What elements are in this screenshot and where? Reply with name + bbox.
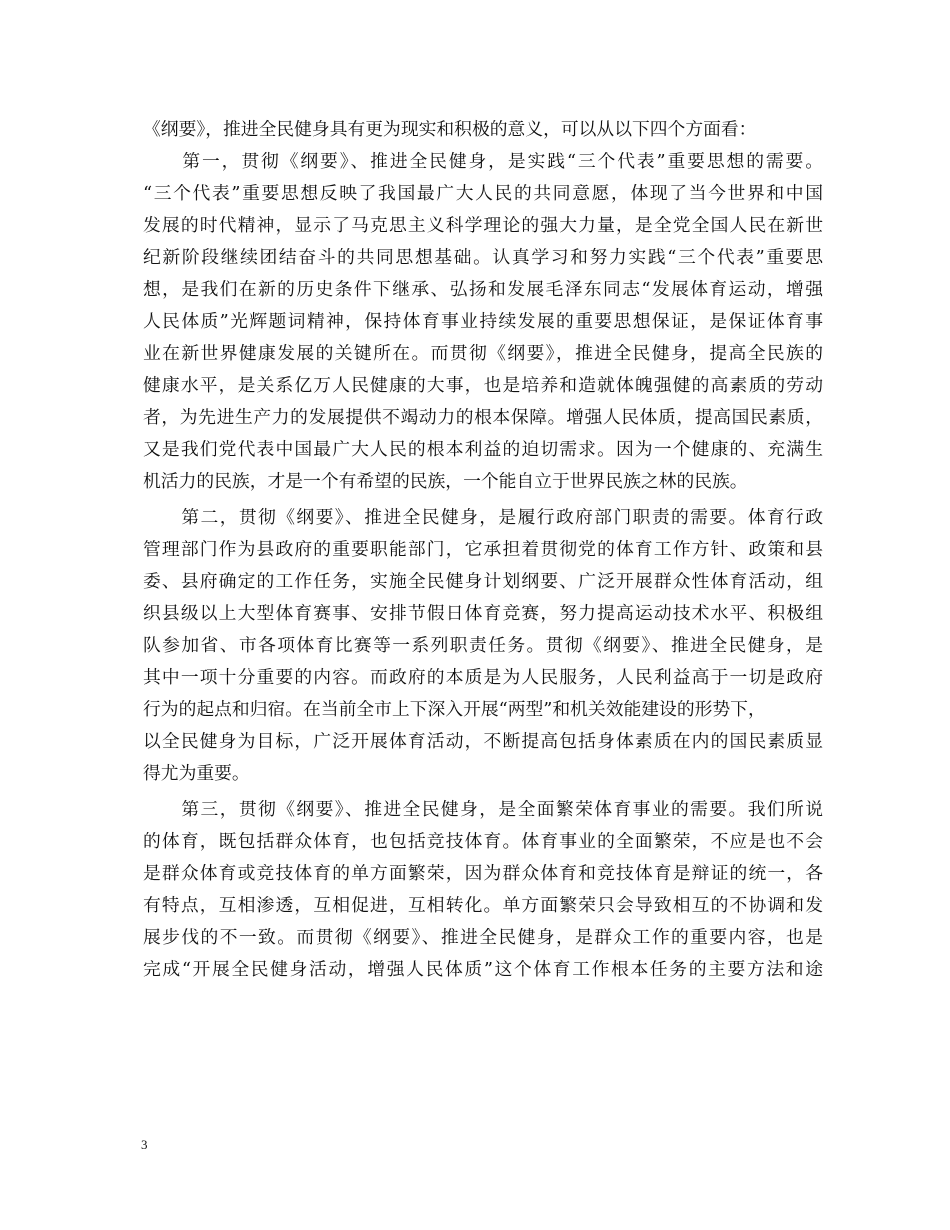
text-line: “三个代表”重要思想反映了我国最广大人民的共同意愿，体现了当今世界和中国 xyxy=(143,183,823,204)
text-line: 第一，贯彻《纲要》、推进全民健身，是实践“三个代表”重要思想的需要。 xyxy=(143,151,823,172)
text-line: 队参加省、市各项体育比赛等一系列职责任务。贯彻《纲要》、推进全民健身，是 xyxy=(143,635,823,656)
text-line: 得尤为重要。 xyxy=(143,763,250,784)
text-line: 织县级以上大型体育赛事、安排节假日体育竞赛，努力提高运动技术水平、积极组 xyxy=(143,603,823,624)
text-line: 者，为先进生产力的发展提供不竭动力的根本保障。增强人民体质，提高国民素质， xyxy=(143,407,823,428)
text-line: 《纲要》，推进全民健身具有更为现实和积极的意义，可以从以下四个方面看： xyxy=(143,119,757,140)
text-line: 有特点，互相渗透，互相促进，互相转化。单方面繁荣只会导致相互的不协调和发 xyxy=(143,895,823,916)
text-line: 第二，贯彻《纲要》、推进全民健身，是履行政府部门职责的需要。体育行政 xyxy=(143,507,823,528)
text-line: 想，是我们在新的历史条件下继承、弘扬和发展毛泽东同志“发展体育运动，增强 xyxy=(143,279,823,300)
page-number: 3 xyxy=(141,1137,148,1152)
text-line: 展步伐的不一致。而贯彻《纲要》、推进全民健身，是群众工作的重要内容，也是 xyxy=(143,927,823,948)
text-line: 又是我们党代表中国最广大人民的根本利益的迫切需求。因为一个健康的、充满生 xyxy=(143,439,823,460)
text-line: 机活力的民族，才是一个有希望的民族，一个能自立于世界民族之林的民族。 xyxy=(143,471,748,492)
text-line: 第三，贯彻《纲要》、推进全民健身，是全面繁荣体育事业的需要。我们所说 xyxy=(143,799,823,820)
text-line: 业在新世界健康发展的关键所在。而贯彻《纲要》，推进全民健身，提高全民族的 xyxy=(143,343,823,364)
text-line: 委、县府确定的工作任务，实施全民健身计划纲要、广泛开展群众性体育活动，组 xyxy=(143,571,823,592)
text-line: 健康水平，是关系亿万人民健康的大事，也是培养和造就体魄强健的高素质的劳动 xyxy=(143,375,823,396)
text-line: 其中一项十分重要的内容。而政府的本质是为人民服务，人民利益高于一切是政府 xyxy=(143,667,823,688)
body-text xyxy=(143,114,823,986)
text-line: 人民体质”光辉题词精神，保持体育事业持续发展的重要思想保证，是保证体育事 xyxy=(143,311,823,332)
text-line: 的体育，既包括群众体育，也包括竞技体育。体育事业的全面繁荣，不应是也不会 xyxy=(143,831,823,852)
text-line: 行为的起点和归宿。在当前全市上下深入开展“两型”和机关效能建设的形势下， xyxy=(143,699,766,720)
text-line: 管理部门作为县政府的重要职能部门，它承担着贯彻党的体育工作方针、政策和县 xyxy=(143,539,823,560)
text-line: 是群众体育或竞技体育的单方面繁荣，因为群众体育和竞技体育是辩证的统一，各 xyxy=(143,863,823,884)
text-line: 发展的时代精神，显示了马克思主义科学理论的强大力量，是全党全国人民在新世 xyxy=(143,215,823,236)
text-line: 完成“开展全民健身活动，增强人民体质”这个体育工作根本任务的主要方法和途 xyxy=(143,959,823,980)
text-line: 以全民健身为目标，广泛开展体育活动，不断提高包括身体素质在内的国民素质显 xyxy=(143,731,823,752)
text-line: 纪新阶段继续团结奋斗的共同思想基础。认真学习和努力实践“三个代表”重要思 xyxy=(143,247,823,268)
